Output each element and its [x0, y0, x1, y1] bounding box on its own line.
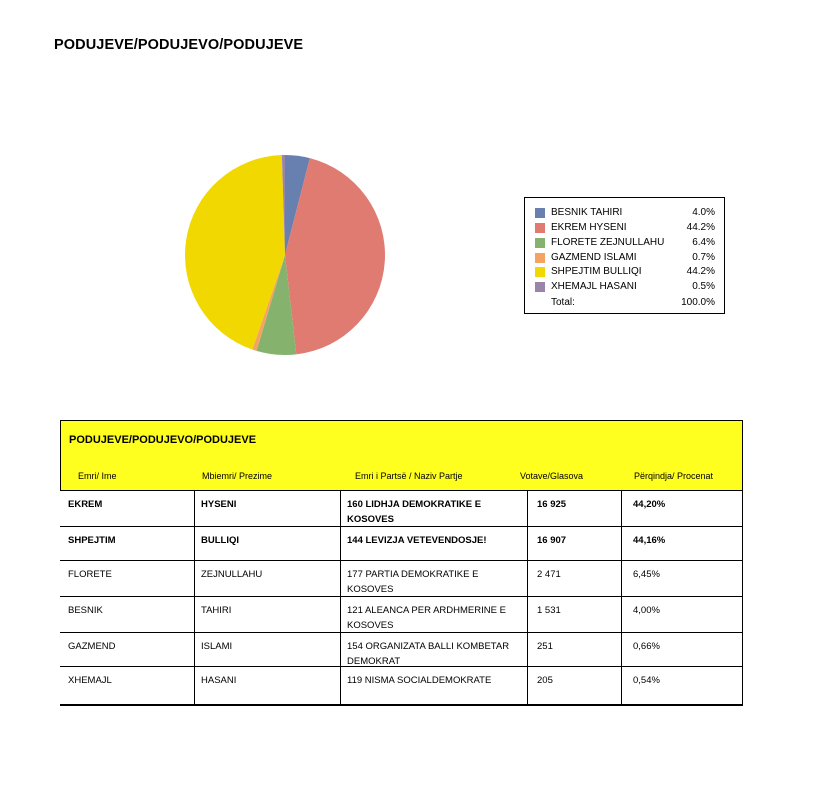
- cell-last-name: TAHIRI: [201, 605, 232, 616]
- cell-party: 160 LIDHJA DEMOKRATIKE E KOSOVES: [347, 499, 482, 525]
- cell-percent: 4,00%: [633, 605, 660, 616]
- legend-label: XHEMAJL HASANI: [551, 281, 637, 292]
- legend-item: [535, 206, 715, 220]
- header-last-name: Mbiemri/ Prezime: [202, 471, 273, 481]
- table-row: [60, 527, 743, 561]
- legend-label: GAZMEND ISLAMI: [551, 252, 637, 263]
- cell-last-name: ZEJNULLAHU: [201, 569, 263, 580]
- header-party: Emri i Partsë / Naziv Partje: [355, 471, 463, 481]
- legend-value: 44.2%: [686, 266, 715, 277]
- cell-first-name: EKREM: [68, 499, 103, 510]
- cell-party: 177 PARTIA DEMOKRATIKE E KOSOVES: [347, 569, 479, 595]
- column-divider: [340, 491, 341, 704]
- legend-swatch: [535, 267, 545, 277]
- table-row: [60, 633, 743, 667]
- table-row: [60, 491, 743, 527]
- legend-swatch: [535, 208, 545, 218]
- legend-label: EKREM HYSENI: [551, 222, 627, 233]
- legend-label: FLORETE ZEJNULLAHU: [551, 237, 665, 248]
- legend-item: [535, 251, 715, 265]
- legend-item: [535, 221, 715, 235]
- table-row: [60, 597, 743, 633]
- legend-label: BESNIK TAHIRI: [551, 207, 623, 218]
- column-divider: [742, 491, 743, 704]
- legend-value: 0.7%: [692, 252, 715, 263]
- chart-legend: [524, 197, 725, 314]
- column-divider: [621, 491, 622, 704]
- header-percent: Përqindja/ Procenat: [634, 471, 714, 481]
- header-first-name: Emri/ Ime: [78, 471, 117, 481]
- header-votes: Votave/Glasova: [520, 471, 584, 481]
- cell-last-name: BULLIQI: [201, 535, 239, 546]
- cell-first-name: XHEMAJL: [68, 675, 112, 686]
- cell-party: 119 NISMA SOCIALDEMOKRATE: [347, 675, 492, 686]
- legend-total-value: 100.0%: [681, 297, 715, 308]
- cell-first-name: GAZMEND: [68, 641, 116, 652]
- column-divider: [194, 491, 195, 704]
- legend-value: 0.5%: [692, 281, 715, 292]
- legend-value: 4.0%: [692, 207, 715, 218]
- cell-votes: 1 531: [537, 605, 561, 616]
- cell-votes: 251: [537, 641, 553, 652]
- cell-last-name: ISLAMI: [201, 641, 233, 652]
- cell-percent: 6,45%: [633, 569, 660, 580]
- page-title: PODUJEVE/PODUJEVO/PODUJEVE: [54, 37, 304, 53]
- results-table: [60, 420, 743, 706]
- cell-first-name: FLORETE: [68, 569, 112, 580]
- legend-value: 44.2%: [686, 222, 715, 233]
- legend-item: [535, 265, 715, 279]
- cell-party: 121 ALEANCA PER ARDHMERINE E KOSOVES: [347, 605, 506, 631]
- legend-swatch: [535, 282, 545, 292]
- legend-swatch: [535, 223, 545, 233]
- legend-label: SHPEJTIM BULLIQI: [551, 266, 642, 277]
- table-bottom-rule: [60, 704, 743, 706]
- table-row: [60, 561, 743, 597]
- legend-item: [535, 280, 715, 294]
- cell-first-name: BESNIK: [68, 605, 103, 616]
- cell-last-name: HASANI: [201, 675, 237, 686]
- cell-votes: 205: [537, 675, 553, 686]
- pie-chart: [180, 150, 390, 360]
- legend-total: [535, 296, 715, 310]
- table-header: [60, 420, 743, 491]
- table-title: PODUJEVE/PODUJEVO/PODUJEVE: [69, 434, 257, 446]
- cell-percent: 44,16%: [633, 535, 666, 546]
- cell-percent: 0,66%: [633, 641, 660, 652]
- cell-votes: 16 925: [537, 499, 567, 510]
- legend-item: [535, 236, 715, 250]
- cell-percent: 44,20%: [633, 499, 666, 510]
- cell-votes: 2 471: [537, 569, 561, 580]
- cell-party: 144 LEVIZJA VETEVENDOSJE!: [347, 535, 487, 546]
- cell-percent: 0,54%: [633, 675, 660, 686]
- column-divider: [527, 491, 528, 704]
- cell-party: 154 ORGANIZATA BALLI KOMBETAR DEMOKRAT: [347, 641, 510, 667]
- table-row: [60, 667, 743, 704]
- cell-votes: 16 907: [537, 535, 567, 546]
- cell-last-name: HYSENI: [201, 499, 237, 510]
- legend-total-label: Total:: [551, 297, 575, 308]
- cell-first-name: SHPEJTIM: [68, 535, 116, 546]
- legend-swatch: [535, 238, 545, 248]
- legend-swatch: [535, 253, 545, 263]
- legend-value: 6.4%: [692, 237, 715, 248]
